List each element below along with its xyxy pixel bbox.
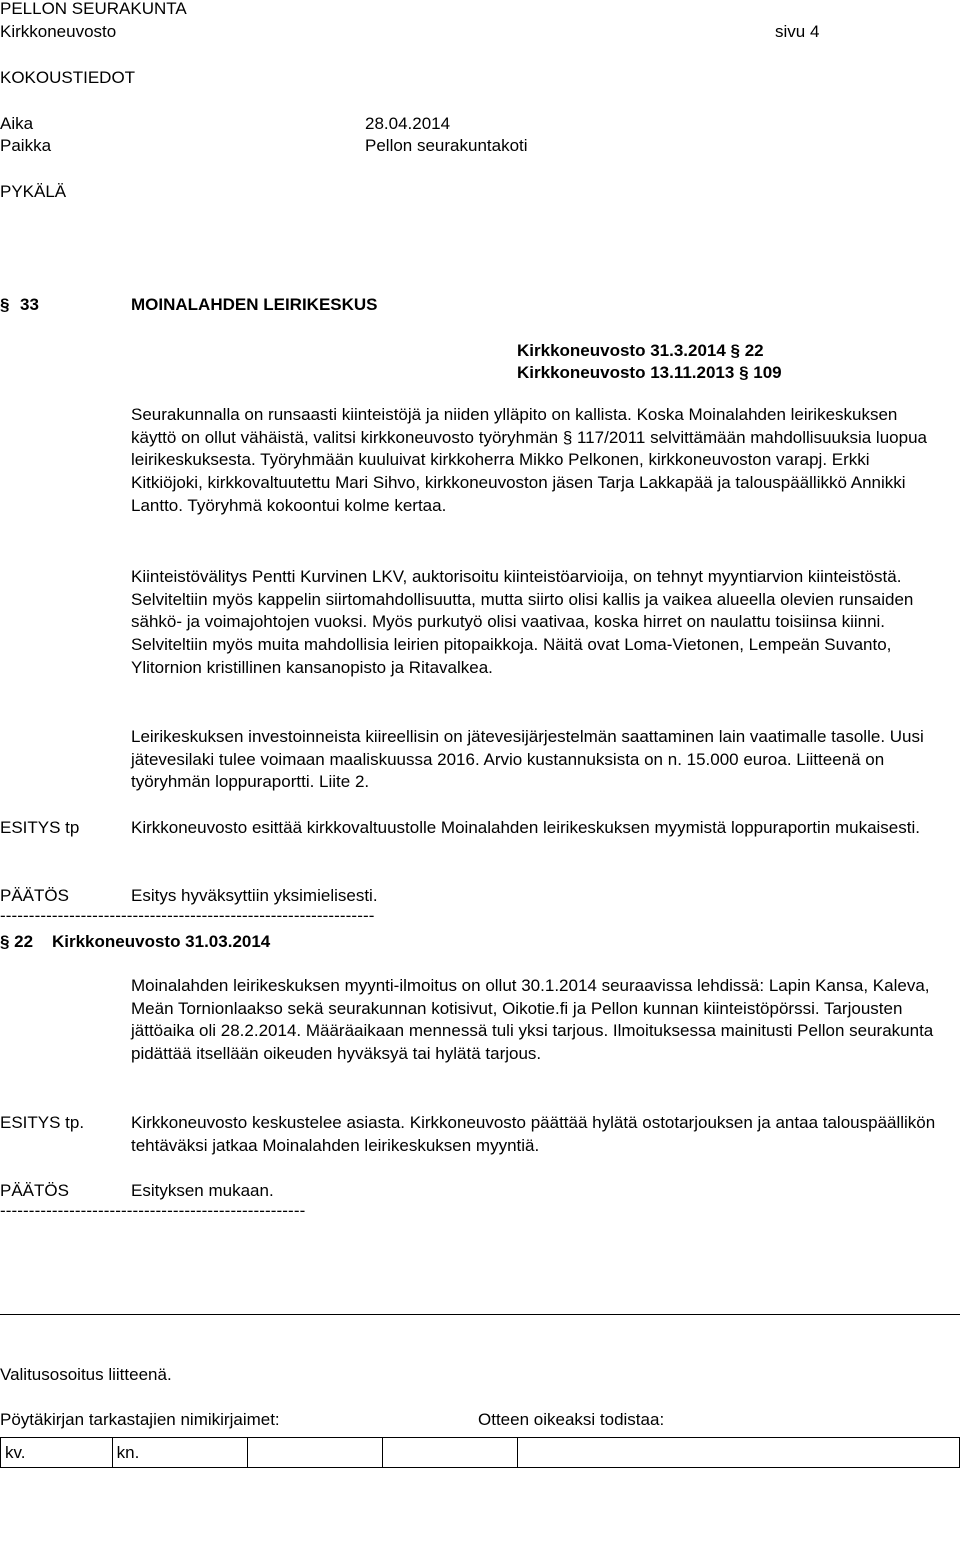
paragraph: Kiinteistövälitys Pentti Kurvinen LKV, auktorisoitu kiinteistöarvioija, on tehnyt myyntiarvion kiinteistöstä. Selviteltiin myös kappelin siirtomahdollisuutta, mutta siirto olisi kallis ja vaikea alueella olevien runsaiden sähkö- ja voimajohtojen vuoksi. Myös purkutyö olisi vaativaa, koska hirret on naulattu toisiinsa kiinni. Selviteltiin myös muita mahdollisia leirien pitopaikkoja. Näitä ovat Loma-Vietonen, Lempeän Suvanto, Ylitornion kristillinen kansanopisto ja Ritavalkea.: [131, 567, 914, 677]
page-number: sivu 4: [775, 22, 820, 41]
body-name: Kirkkoneuvosto: [0, 22, 117, 41]
decision-label: PÄÄTÖS: [0, 886, 69, 905]
footer-rule: [0, 1314, 960, 1315]
decision-label: PÄÄTÖS: [0, 1181, 69, 1200]
time-label: Aika: [0, 114, 34, 133]
proposal-label: ESITYS tp: [0, 818, 80, 837]
item-heading: § 22 Kirkkoneuvosto 31.03.2014: [0, 932, 271, 951]
reference-line: Kirkkoneuvosto 13.11.2013 § 109: [517, 363, 782, 382]
initials-table: [0, 1437, 960, 1468]
proposal-text: Kirkkoneuvosto keskustelee asiasta. Kirkkoneuvosto päättää hylätä ostotarjouksen ja antaa talouspäällikön tehtäväksi jatkaa Moinalahden leirikeskuksen myyntiä.: [131, 1113, 936, 1155]
paragraph-heading: PYKÄLÄ: [0, 182, 67, 201]
section-heading: KOKOUSTIEDOT: [0, 68, 136, 87]
item-number: 33: [20, 295, 39, 314]
initials-cell: kn.: [112, 1438, 247, 1468]
proposal-label: ESITYS tp.: [0, 1113, 85, 1132]
paragraph: Leirikeskuksen investoinneista kiireellisin on jätevesijärjestelmän saattaminen lain vaatimalle tasolle. Uusi jätevesilaki tulee voimaan maaliskuussa 2016. Arvio kustannuksista on n. 15.000 euroa. Liitteenä on työryhmän loppuraportti. Liite 2.: [131, 727, 924, 792]
separator-line: -----------------------------------------------------------------: [0, 906, 375, 925]
decision-text: Esityksen mukaan.: [131, 1181, 274, 1200]
certify-cell: [517, 1438, 959, 1468]
initials-cell: [382, 1438, 517, 1468]
place-label: Paikka: [0, 136, 52, 155]
section-symbol: §: [0, 295, 10, 314]
reference-line: Kirkkoneuvosto 31.3.2014 § 22: [517, 341, 764, 360]
initials-label: Pöytäkirjan tarkastajien nimikirjaimet:: [0, 1410, 280, 1429]
separator-line: -----------------------------------------------------: [0, 1201, 306, 1220]
initials-cell: [248, 1438, 383, 1468]
decision-text: Esitys hyväksyttiin yksimielisesti.: [131, 886, 378, 905]
initials-cell: kv.: [1, 1438, 113, 1468]
paragraph: Seurakunnalla on runsaasti kiinteistöjä ja niiden ylläpito on kallista. Koska Moinalahden leirikeskuksen käyttö on ollut vähäistä, valitsi kirkkoneuvosto työryhmän § 117/2011 selvittämään mahdollisuuksia luopua leirikeskuksesta. Työryhmään kuuluivat kirkkoherra Mikko Pelkonen, kirkkoneuvoston varapj. Erkki Kitkiöjoki, kirkkovaltuutettu Mari Sihvo, kirkkoneuvoston jäsen Tarja Lakkapää ja talouspäällikkö Annikki Lantto. Työryhmä kokoontui kolme kertaa.: [131, 405, 927, 515]
certify-label: Otteen oikeaksi todistaa:: [478, 1410, 665, 1429]
time-value: 28.04.2014: [365, 114, 451, 133]
place-value: Pellon seurakuntakoti: [365, 136, 528, 155]
organization-name: PELLON SEURAKUNTA: [0, 0, 187, 18]
appeal-note: Valitusosoitus liitteenä.: [0, 1365, 172, 1384]
item-title: MOINALAHDEN LEIRIKESKUS: [131, 295, 378, 314]
proposal-text: Kirkkoneuvosto esittää kirkkovaltuustolle Moinalahden leirikeskuksen myymistä loppuraportin mukaisesti.: [131, 818, 920, 837]
paragraph: Moinalahden leirikeskuksen myynti-ilmoitus on ollut 30.1.2014 seuraavissa lehdissä: Lapin Kansa, Kaleva, Meän Tornionlaakso sekä seurakunnan kotisivut, Oikotie.fi ja Pellon kunnan kiinteistöpörssi. Tarjousten jättöaika oli 28.2.2014. Määräaikaan mennessä tuli yksi tarjous. Ilmoituksessa mainitusti Pellon seurakunta pidättää itsellään oikeuden hyväksyä tai hylätä tarjous.: [131, 976, 934, 1064]
